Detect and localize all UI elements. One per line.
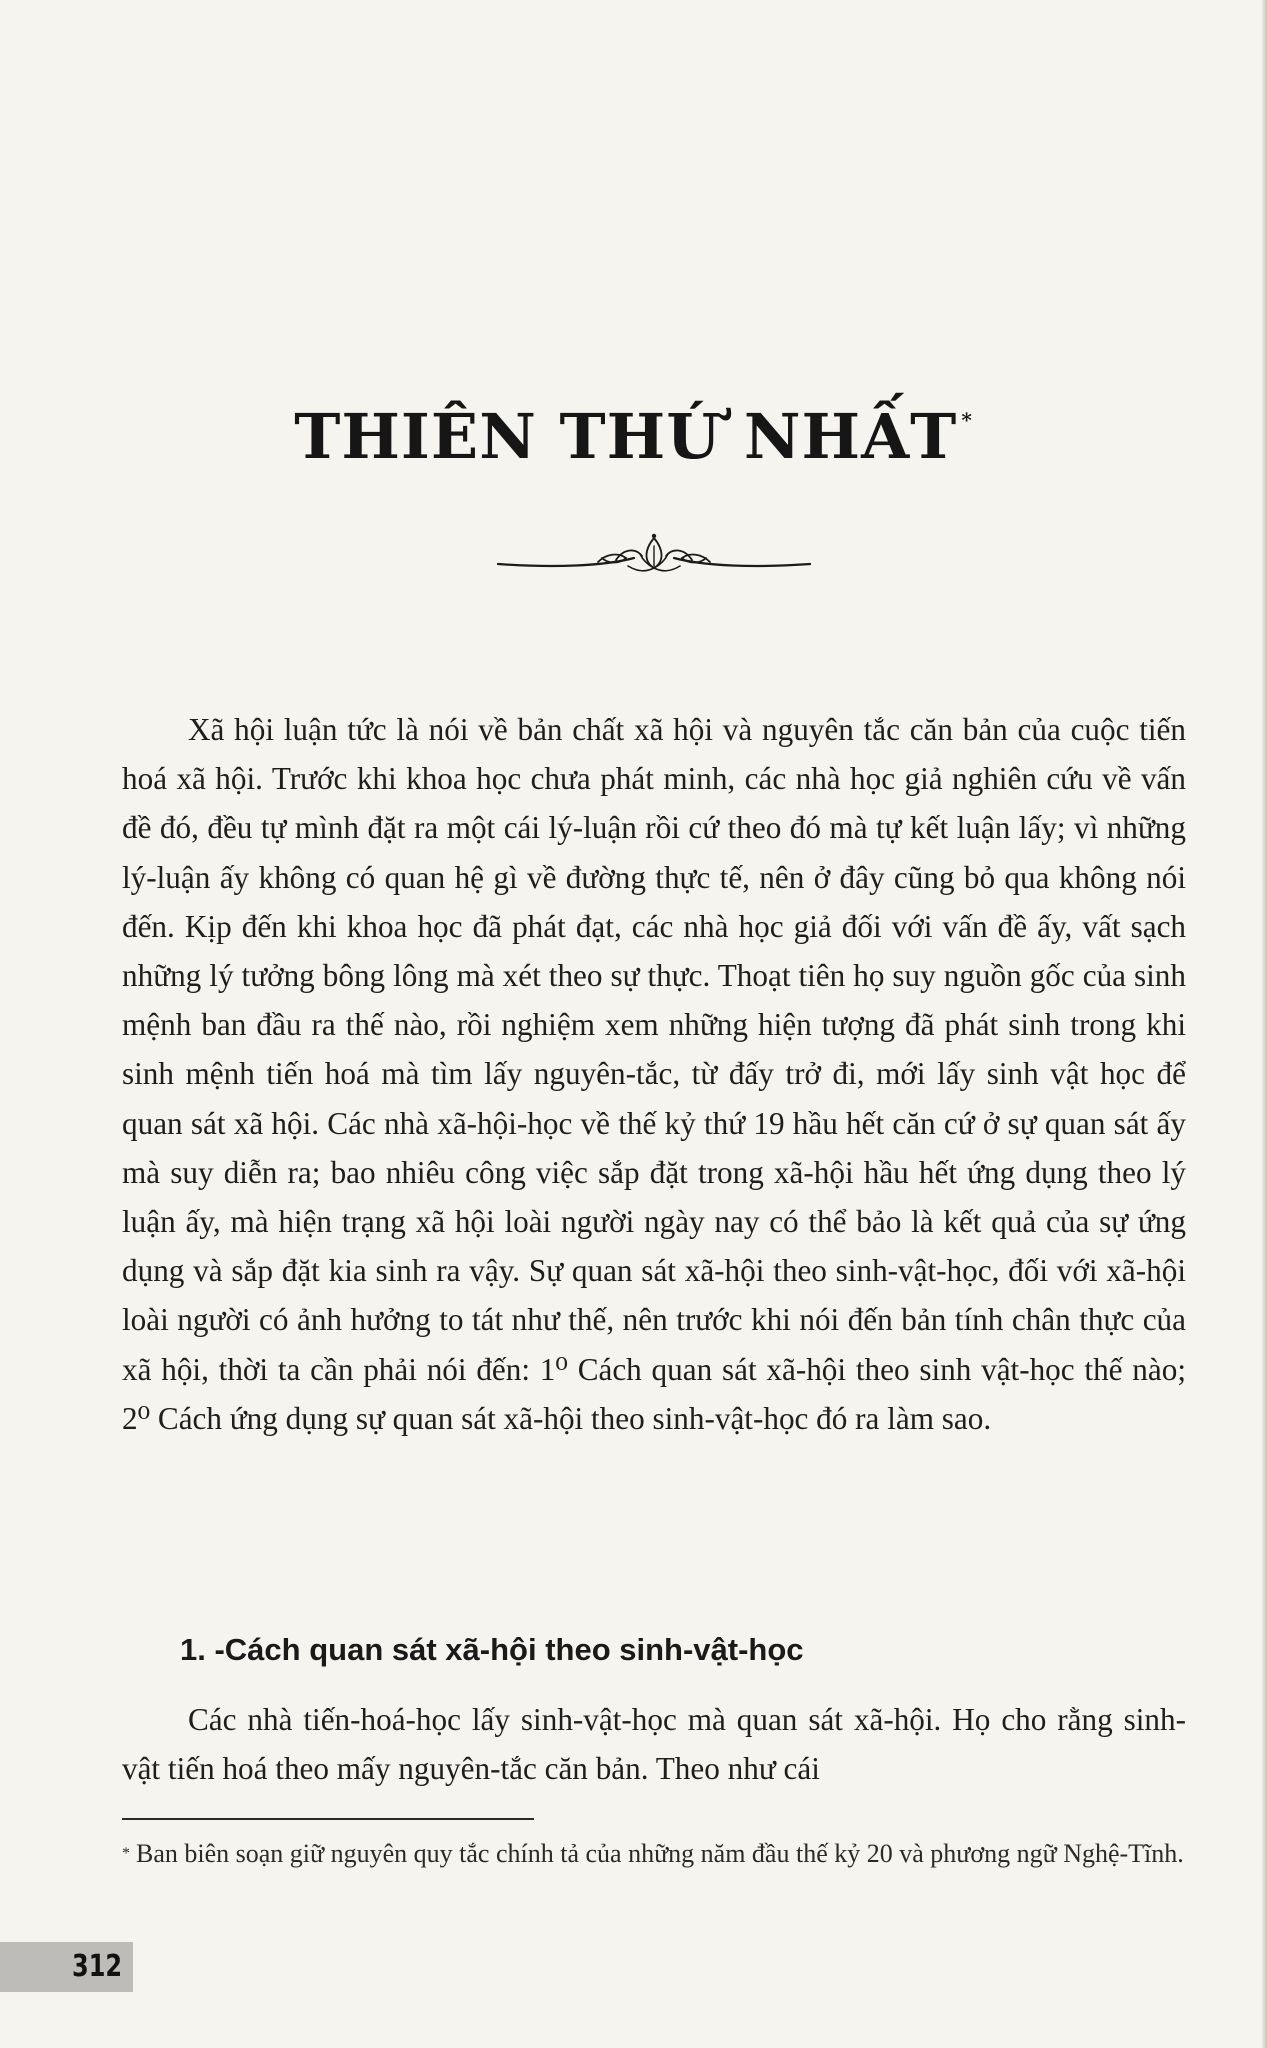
section-heading: 1. -Cách quan sát xã-hội theo sinh-vật-học <box>180 1632 804 1667</box>
footnote-text: Ban biên soạn giữ nguyên quy tắc chính tả của những năm đầu thế kỷ 20 và phương ngữ Nghệ-Tĩnh. <box>136 1839 1184 1868</box>
chapter-title-text: THIÊN THỨ NHẤT <box>294 400 958 473</box>
body-paragraph-section-1: Các nhà tiến-hoá-học lấy sinh-vật-học mà quan sát xã-hội. Họ cho rằng sinh-vật tiến hoá theo mấy nguyên-tắc căn bản. Theo như cái <box>122 1702 1186 1787</box>
footnote <box>122 1836 1186 1872</box>
page-edge-shadow <box>1261 0 1267 2048</box>
chapter-footnote-marker: * <box>961 408 973 432</box>
footnote-divider <box>122 1818 534 1820</box>
footnote-marker: * <box>122 1845 130 1862</box>
page-number: 312 <box>72 1949 123 1984</box>
chapter-title <box>0 400 1267 473</box>
flourish-divider-icon <box>494 528 814 588</box>
body-paragraph-intro: Xã hội luận tức là nói về bản chất xã hội và nguyên tắc căn bản của cuộc tiến hoá xã hội. Trước khi khoa học chưa phát minh, các nhà học giả nghiên cứu về vấn đề đó, đều tự mình đặt ra một cái lý-luận rồi cứ theo đó mà tự kết luận lấy; vì những lý-luận ấy không có quan hệ gì về đường thực tế, nên ở đây cũng bỏ qua không nói đến. Kịp đến khi khoa học đã phát đạt, các nhà học giả đối với vấn đề ấy, vất sạch những lý tưởng bông lông mà xét theo sự thực. Thoạt tiên họ suy nguồn gốc của sinh mệnh ban đầu ra thế nào, rồi nghiệm xem những hiện tượng đã phát sinh trong khi sinh mệnh tiến hoá mà tìm lấy nguyên-tắc, từ đấy trở đi, mới lấy sinh vật học để quan sát xã hội. Các nhà xã-hội-học về thế kỷ thứ 19 hầu hết căn cứ ở sự quan sát ấy mà suy diễn ra; bao nhiêu công việc sắp đặt trong xã-hội hầu hết ứng dụng theo lý luận ấy, mà hiện trạng xã hội loài người ngày nay có thể bảo là kết quả của sự ứng dụng và sắp đặt kia sinh ra vậy. Sự quan sát xã-hội theo sinh-vật-học, đối với xã-hội loài người có ảnh hưởng to tát như thế, nên trước khi nói đến bản tính chân thực của xã hội, thời ta cần phải nói đến: 1⁰ Cách quan sát xã-hội theo sinh vật-học thế nào; 2⁰ Cách ứng dụng sự quan sát xã-hội theo sinh-vật-học đó ra làm sao. <box>122 712 1186 1436</box>
